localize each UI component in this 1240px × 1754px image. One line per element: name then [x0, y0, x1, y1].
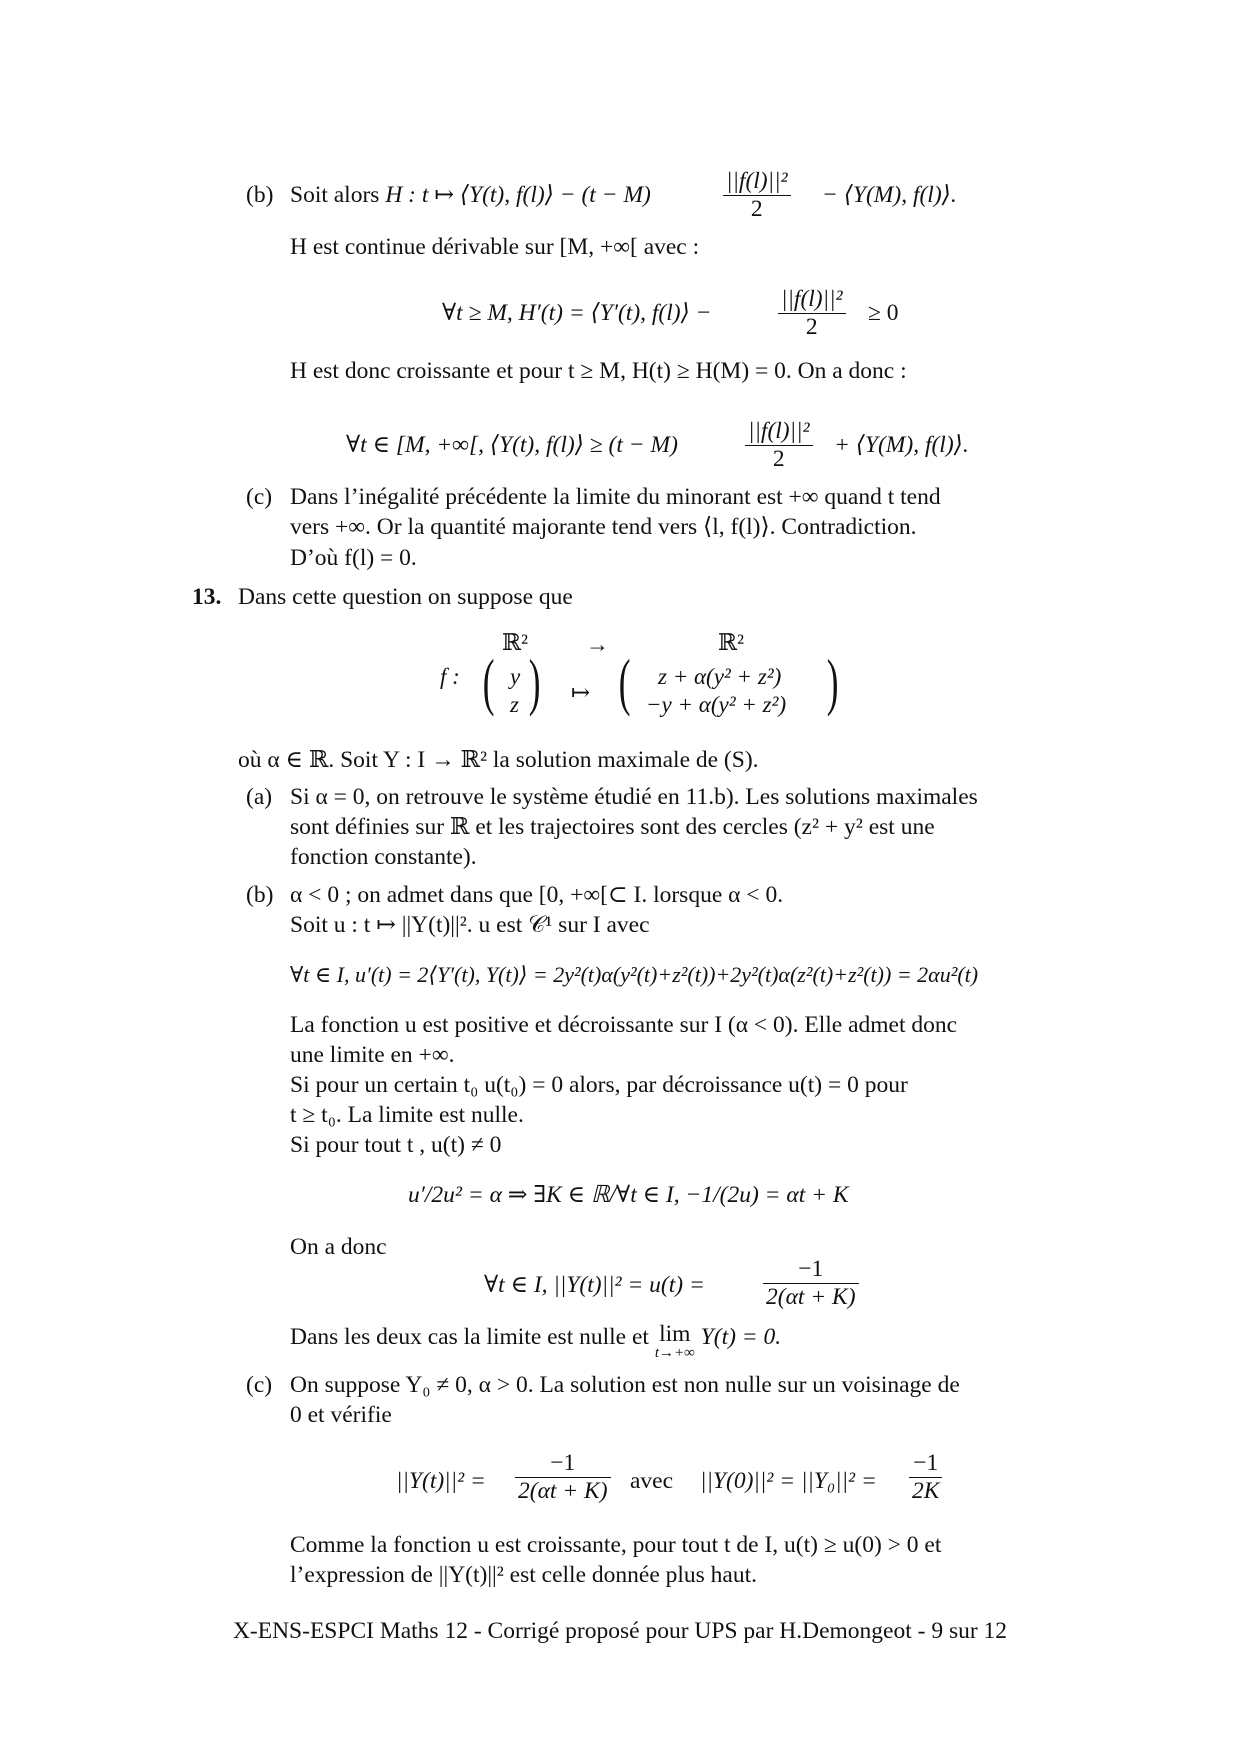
item-label: (b) [246, 182, 274, 208]
left-paren: ( [482, 646, 495, 717]
equation-end: + ⟨Y(M), f(l)⟩. [834, 432, 969, 458]
text-line: l’expression de ||Y(t)||² est celle donnée plus haut. [290, 1562, 758, 1588]
item-label: (a) [246, 784, 273, 810]
equation: ||Y(t)||² = [396, 1468, 486, 1494]
fraction [742, 418, 816, 473]
denominator: 2 [750, 196, 763, 223]
equation: ∀t ≥ M, H′(t) = ⟨Y′(t), f(l)⟩ − [442, 300, 712, 326]
fraction [906, 1450, 945, 1505]
map-mapsto: ↦ [571, 680, 591, 705]
numerator: ||f(l)||² [778, 286, 846, 314]
text: Y(t) = 0. [700, 1324, 782, 1350]
equation: ||Y(0)||² = ||Y₀||² = [700, 1468, 877, 1494]
question-number: 13. [192, 584, 222, 610]
item-label: (b) [246, 882, 274, 908]
text-line: Comme la fonction u est croissante, pour tout t de I, u(t) ≥ u(0) > 0 et [290, 1532, 942, 1558]
equation: ∀t ∈ I, ||Y(t)||² = u(t) = [484, 1272, 705, 1298]
text-line: α < 0 ; on admet dans que [0, +∞[⊂ I. lorsque α < 0. [290, 882, 784, 908]
text: Soit alors [290, 182, 380, 208]
map-codomain: ℝ² [718, 630, 745, 655]
text-line: Si pour un certain t₀ u(t₀) = 0 alors, par décroissance u(t) = 0 pour [290, 1072, 908, 1098]
map-domain: ℝ² [502, 630, 529, 655]
map-row1: z + α(y² + z²) [658, 664, 782, 689]
text-line: Si pour tout t , u(t) ≠ 0 [290, 1132, 502, 1158]
text-line: Dans cette question on suppose que [238, 584, 573, 610]
fraction [720, 168, 794, 223]
text-line: sont définies sur ℝ et les trajectoires sont des cercles (z² + y² est une [290, 814, 935, 840]
numerator: ||f(l)||² [723, 168, 791, 196]
denominator: 2 [772, 446, 785, 473]
text-line: On a donc [290, 1234, 387, 1260]
map-row2: −y + α(y² + z²) [646, 692, 787, 717]
item-label: (c) [246, 484, 273, 510]
text-line: 0 et vérifie [290, 1402, 392, 1428]
equation: ∀t ∈ I, u′(t) = 2⟨Y′(t), Y(t)⟩ = 2y²(t)α(y²(t)+z²(t))+2y²(t)α(z²(t)+z²(t)) = 2αu²(t) [290, 962, 979, 987]
text-line [290, 180, 651, 210]
numerator: ||f(l)||² [745, 418, 813, 446]
text-line: fonction constante). [290, 844, 477, 870]
text-line: vers +∞. Or la quantité majorante tend vers ⟨l, f(l)⟩. Contradiction. [290, 514, 917, 540]
fraction [775, 286, 849, 341]
map-f: f : [440, 664, 460, 689]
fraction [760, 1256, 862, 1311]
numerator: −1 [909, 1450, 942, 1478]
text-line: une limite en +∞. [290, 1042, 455, 1068]
right-paren: ) [528, 646, 541, 717]
numerator: −1 [763, 1256, 859, 1284]
lim-word: lim [659, 1321, 691, 1347]
text-line: où α ∈ ℝ. Soit Y : I → ℝ² la solution maximale de (S). [238, 747, 759, 773]
page-footer: X-ENS-ESPCI Maths 12 - Corrigé proposé pour UPS par H.Demongeot - 9 sur 12 [232, 1618, 1008, 1644]
text-line: On suppose Y₀ ≠ 0, α > 0. La solution est non nulle sur un voisinage de [290, 1372, 960, 1398]
text-line: D’où f(l) = 0. [290, 545, 417, 571]
left-paren: ( [618, 646, 631, 717]
numerator: −1 [515, 1450, 611, 1478]
fraction [512, 1450, 614, 1505]
map-z: z [510, 692, 519, 717]
equation: ∀t ∈ [M, +∞[, ⟨Y(t), f(l)⟩ ≥ (t − M) [346, 432, 678, 458]
right-paren: ) [826, 646, 839, 717]
text-line: H est donc croissante et pour t ≥ M, H(t) ≥ H(M) = 0. On a donc : [290, 358, 907, 384]
denominator: 2 [805, 314, 818, 341]
text-line: H est continue dérivable sur [M, +∞[ avec : [290, 234, 700, 260]
denominator: 2(αt + K) [766, 1284, 856, 1311]
text-line: La fonction u est positive et décroissante sur I (α < 0). Elle admet donc [290, 1012, 958, 1038]
equation-end: − ⟨Y(M), f(l)⟩. [822, 182, 957, 208]
denominator: 2(αt + K) [518, 1478, 608, 1505]
text: avec [630, 1468, 674, 1494]
denominator: 2K [912, 1478, 940, 1505]
map-y: y [510, 664, 521, 689]
lim-sub: t→+∞ [654, 1345, 695, 1361]
equation-end: ≥ 0 [868, 300, 899, 326]
text: Dans les deux cas la limite est nulle et [290, 1324, 649, 1350]
item-label: (c) [246, 1372, 273, 1398]
map-arrow: → [586, 632, 609, 657]
text-line [290, 1322, 781, 1360]
text-line: Si α = 0, on retrouve le système étudié en 11.b). Les solutions maximales [290, 784, 978, 810]
equation: H : t ↦ ⟨Y(t), f(l)⟩ − (t − M) [385, 182, 651, 208]
equation: u′/2u² = α ⇒ ∃K ∈ ℝ/∀t ∈ I, −1/(2u) = αt + K [408, 1182, 849, 1208]
text-line: Soit u : t ↦ ||Y(t)||². u est 𝒞¹ sur I avec [290, 912, 650, 938]
text-line: Dans l’inégalité précédente la limite du minorant est +∞ quand t tend [290, 484, 941, 510]
limit [655, 1322, 695, 1360]
text-line: t ≥ t₀. La limite est nulle. [290, 1102, 524, 1128]
